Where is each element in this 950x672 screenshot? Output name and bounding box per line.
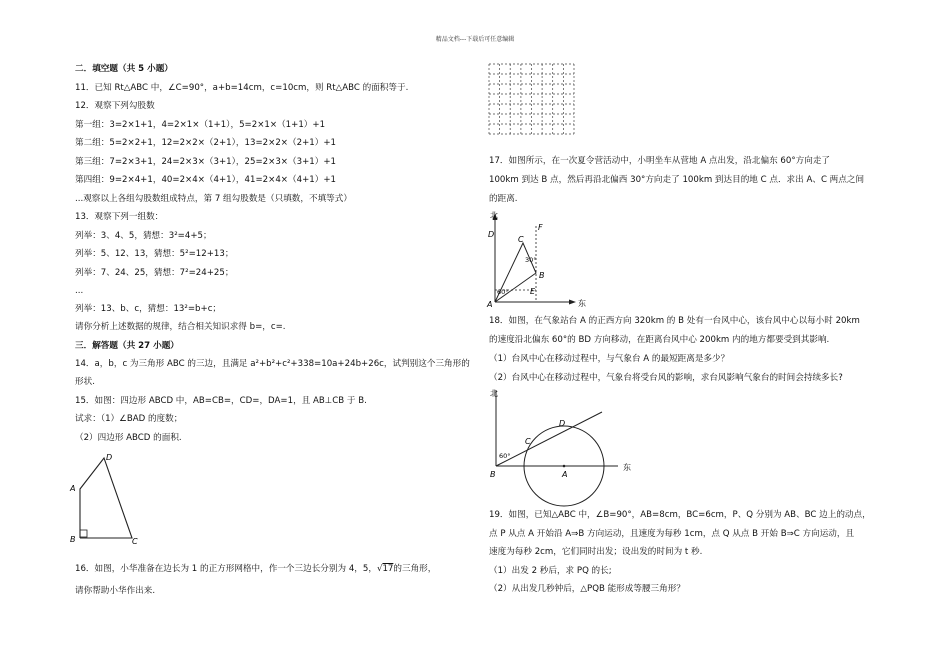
list-5: 请你分析上述数据的规律，结合相关知识求得 b=，c=. [75,322,286,332]
question-12: 12．观察下列勾股数 [75,101,155,111]
question-19-line1: 19．如图，已知△ABC 中，∠B=90°，AB=8cm，BC=6cm，P、Q 分别为 AB、BC 边上的动点， [489,510,871,520]
square-grid [489,64,577,144]
label-d: D [559,419,566,428]
figure-17-route [484,210,584,310]
label-a: A [562,470,568,479]
figure-15-quadrilateral [66,448,146,546]
question-17-line3: 的距离. [489,194,518,204]
page-header: 精品文档---下载后可任意编辑 [435,36,515,43]
label-a: A [487,300,493,309]
question-11: 11．已知 Rt△ABC 中，∠C=90°，a+b=14cm，c=10cm，则 Rt△ABC 的面积等于. [75,83,409,93]
group-4: 第四组：9=2×4+1，40=2×4×（4+1），41=2×4×（4+1）+1 [75,175,336,185]
section-2-title: 二．填空题（共 5 小题） [75,64,173,74]
question-16-line1 [75,564,436,575]
list-1: 列举：3、4、5，猜想：3²=4+5； [75,231,212,241]
east-label: 东 [578,299,586,308]
group-2: 第二组：5=2×2+1，12=2×2×（2+1），13=2×2×（2+1）+1 [75,138,336,148]
question-17-line1: 17．如图所示，在一次夏令营活动中，小明坐车从营地 A 点出发，沿北偏东 60°方向走了 [489,156,831,166]
north-label: 北 [490,211,498,220]
section-3-title: 三．解答题（共 27 小题） [75,341,179,351]
question-18-part1: （1）台风中心在移动过程中，与气象台 A 的最短距离是多少？ [489,354,730,364]
list-4: 列举：13、b、c，猜想：13²=b+c； [75,304,222,314]
group-note: ...观察以上各组勾股数组成特点，第 7 组勾股数是（只填数，不填等式） [75,194,352,204]
angle-60: 60° [499,452,511,460]
angle-30: 30° [525,256,537,264]
question-15: 15．如图：四边形 ABCD 中，AB=CB=，CD=，DA=1，且 AB⊥CB 于 B. [75,396,367,406]
group-1: 第一组：3=2×1+1，4=2×1×（1+1），5=2×1×（1+1）+1 [75,120,326,130]
question-14-line1: 14．a，b，c 为三角形 ABC 的三边，且满足 a²+b²+c²+338=10a+24b+26c，试判别这个三角形的 [75,359,470,369]
question-18-line1: 18．如图，在气象站台 A 的正西方向 320km 的 B 处有一台风中心，该台风中心以每小时 20km [489,316,860,326]
question-16-line2: 请你帮助小华作出来. [75,586,156,596]
label-f: F [538,223,543,232]
label-b: B [490,470,496,479]
figure-18-typhoon [486,386,636,506]
question-14-line2: 形状. [75,377,95,387]
sqrt-symbol: √ [376,564,383,574]
question-18-line2: 的速度沿北偏东 60°的 BD 方向移动，在距离台风中心 200km 内的地方都要受到其影响. [489,335,830,345]
question-19-part2: （2）从出发几秒钟后，△PQB 能形成等腰三角形？ [489,584,685,594]
ellipsis: ... [75,286,84,296]
label-c: C [525,437,531,446]
question-16-text-a: 16．如图，小华准备在边长为 1 的正方形网格中，作一个三边长分别为 4，5， [75,564,377,574]
group-3: 第三组：7=2×3+1，24=2×3×（3+1），25=2×3×（3+1）+1 [75,157,336,167]
north-label: 北 [490,389,498,398]
list-3: 列举：7、24、25，猜想：7²=24+25； [75,268,234,278]
label-b: B [70,535,76,544]
question-16-text-b: 的三角形， [393,564,437,574]
list-2: 列举：5、12、13，猜想：5²=12+13； [75,249,234,259]
question-15-part2: （2）四边形 ABCD 的面积. [75,433,182,443]
question-18-part2: （2）台风中心在移动过程中，气象台将受台风的影响，求台风影响气象台的时间会持续多长? [489,373,843,383]
label-c: C [518,235,524,244]
label-d: D [106,453,113,462]
label-b: B [539,271,545,280]
label-a: A [70,484,76,493]
question-19-line3: 速度为每秒 2cm，它们同时出发；设出发的时间为 t 秒. [489,547,703,557]
east-label: 东 [623,463,631,472]
question-17-line2: 100km 到达 B 点，然后再沿北偏西 30°方向走了 100km 到达目的地 C 点．求出 A、C 两点之间 [489,175,865,185]
label-c: C [132,537,138,546]
angle-60: 60° [497,288,509,296]
label-e: E [530,287,536,296]
sqrt-radicand: 17 [382,564,394,574]
label-d: D [488,230,495,239]
question-19-part1: （1）出发 2 秒后，求 PQ 的长; [489,566,612,576]
question-13: 13．观察下列一组数： [75,212,164,222]
question-15-part1: 试求：（1）∠BAD 的度数； [75,414,183,424]
question-19-line2: 点 P 从点 A 开始沿 A⇒B 方向运动，且速度为每秒 1cm，点 Q 从点 B 开始 B⇒C 方向运动，且 [489,529,855,539]
